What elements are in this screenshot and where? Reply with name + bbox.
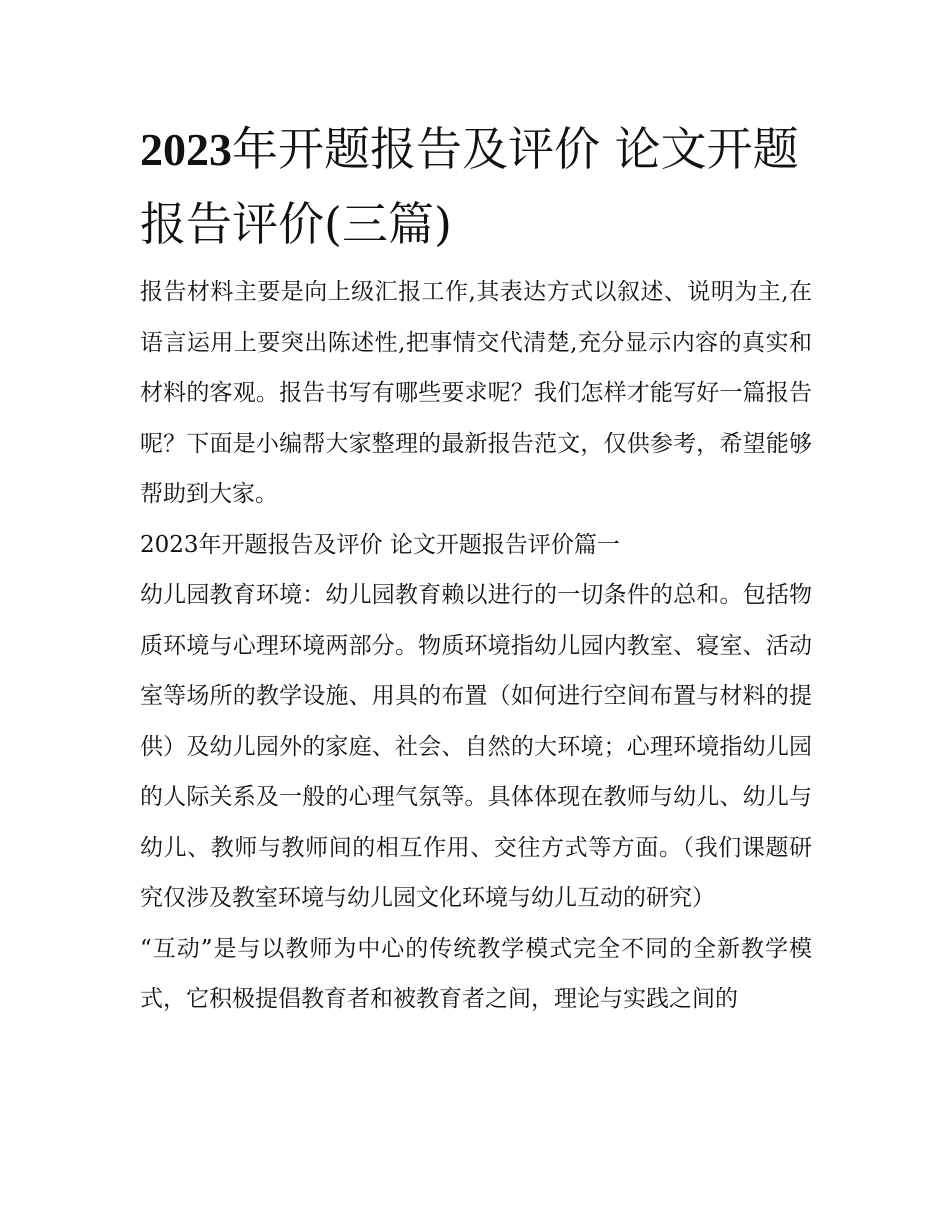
title-text: 年开题报告及评价 论文开题报告评价(三篇) (140, 122, 799, 251)
title-year: 2023 (140, 124, 232, 175)
intro-paragraph: 报告材料主要是向上级汇报工作,其表达方式以叙述、说明为主,在语言运用上要突出陈述性,把事情交代清楚,充分显示内容的真实和材料的客观。报告书写有哪些要求呢？我们怎样才能写好一篇报告呢？下面是小编帮大家整理的最新报告范文，仅供参考，希望能够帮助到大家。 (140, 279, 812, 507)
document-title (140, 112, 812, 261)
body-paragraph: “互动”是与以教师为中心的传统教学模式完全不同的全新教学模式，它积极提倡教育者和被教育者之间，理论与实践之间的 (140, 935, 812, 1012)
body-paragraph: 幼儿园教育环境：幼儿园教育赖以进行的一切条件的总和。包括物质环境与心理环境两部分。物质环境指幼儿园内教室、寝室、活动室等场所的教学设施、用具的布置（如何进行空间布置与材料的提供）及幼儿园外的家庭、社会、自然的大环境；心理环境指幼儿园的人际关系及一般的心理气氛等。具体体现在教师与幼儿、幼儿与幼儿、教师与教师间的相互作用、交往方式等方面。（我们课题研究仅涉及教室环境与幼儿园文化环境与幼儿互动的研究） (140, 582, 812, 911)
section-heading: 2023年开题报告及评价 论文开题报告评价篇一 (140, 531, 620, 558)
document-body (140, 112, 812, 1025)
